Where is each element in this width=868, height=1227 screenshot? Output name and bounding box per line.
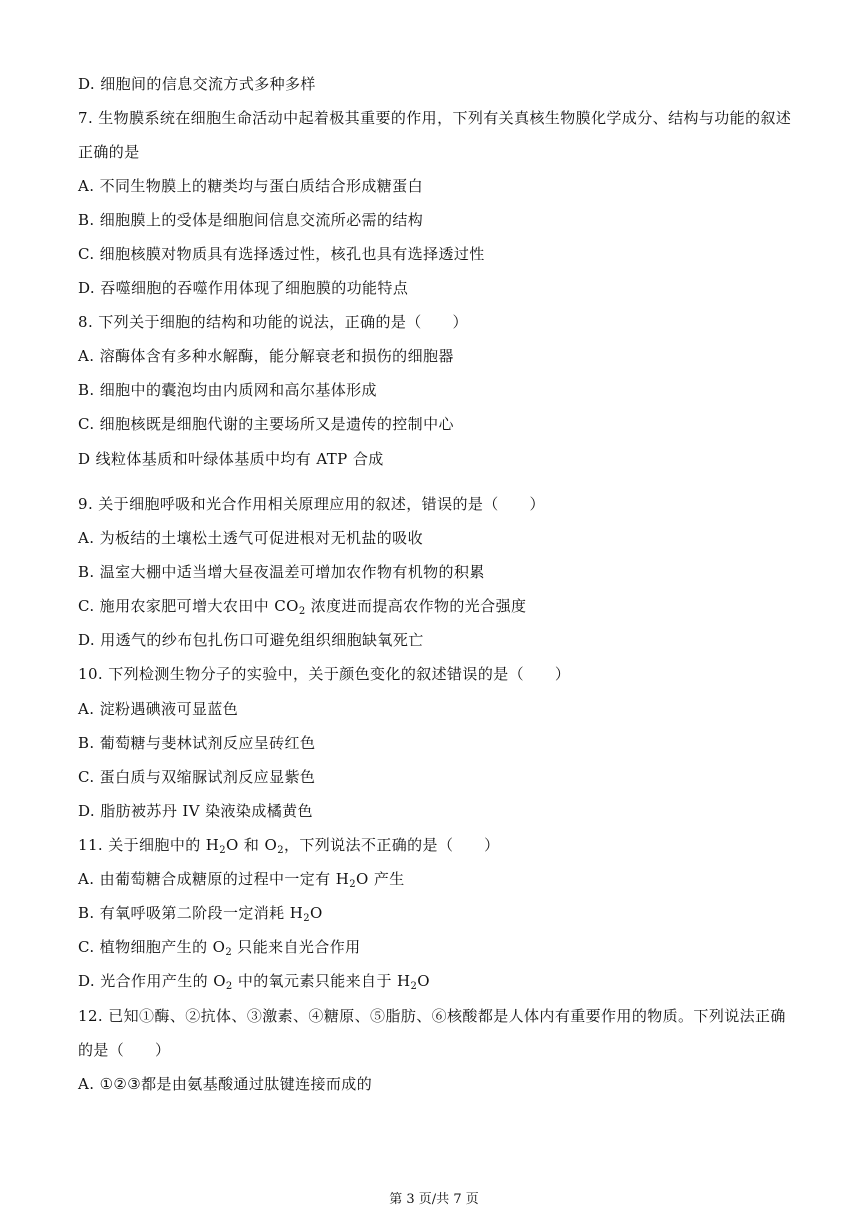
q7-option-c: C. 细胞核膜对物质具有选择透过性，核孔也具有选择透过性 <box>78 245 485 263</box>
q10-option-a: A. 淀粉遇碘液可显蓝色 <box>78 700 239 718</box>
q8-option-c: C. 细胞核既是细胞代谢的主要场所又是遗传的控制中心 <box>78 415 454 433</box>
q10-option-b: B. 葡萄糖与斐林试剂反应呈砖红色 <box>78 734 316 752</box>
q7-option-b: B. 细胞膜上的受体是细胞间信息交流所必需的结构 <box>78 211 424 229</box>
q7-option-a: A. 不同生物膜上的糖类均与蛋白质结合形成糖蛋白 <box>78 177 423 195</box>
q12-stem-line1: 12. 已知①酶、②抗体、③激素、④糖原、⑤脂肪、⑥核酸都是人体内有重要作用的物质。下列说法正确 <box>78 1007 786 1025</box>
q11-stem: 11. 关于细胞中的 $H_2O$ 和 $O_2$，下列说法不正确的是（ ） <box>78 836 500 856</box>
q10-option-c: C. 蛋白质与双缩脲试剂反应显紫色 <box>78 768 316 786</box>
q9-option-c: C. 施用农家肥可增大农田中 $CO_2$ 浓度进而提高农作物的光合强度 <box>78 597 527 617</box>
q10-option-d: D. 脂肪被苏丹 IV 染液染成橘黄色 <box>78 802 313 820</box>
q11-option-d: D. 光合作用产生的 $O_2$ 中的氧元素只能来自于 $H_2O$ <box>78 972 430 992</box>
q9-stem: 9. 关于细胞呼吸和光合作用相关原理应用的叙述，错误的是（ ） <box>78 495 545 513</box>
q8-option-b: B. 细胞中的囊泡均由内质网和高尔基体形成 <box>78 381 377 399</box>
q11-option-c: C. 植物细胞产生的 $O_2$ 只能来自光合作用 <box>78 938 361 958</box>
q7-option-d: D. 吞噬细胞的吞噬作用体现了细胞膜的功能特点 <box>78 279 409 297</box>
q8-stem: 8. 下列关于细胞的结构和功能的说法，正确的是（ ） <box>78 313 468 331</box>
q12-stem-line2: 的是（ ） <box>78 1041 171 1059</box>
q9-option-d: D. 用透气的纱布包扎伤口可避免组织细胞缺氧死亡 <box>78 631 424 649</box>
q6-option-d: D. 细胞间的信息交流方式多种多样 <box>78 75 316 93</box>
page-footer: 第 3 页/共 7 页 <box>389 1192 479 1207</box>
q9-option-b: B. 温室大棚中适当增大昼夜温差可增加农作物有机物的积累 <box>78 563 485 581</box>
q11-option-a: A. 由葡萄糖合成糖原的过程中一定有 $H_2O$ 产生 <box>78 870 405 890</box>
q7-stem-line1: 7. 生物膜系统在细胞生命活动中起着极其重要的作用，下列有关真核生物膜化学成分、结构与功能的叙述 <box>78 109 792 127</box>
q8-option-a: A. 溶酶体含有多种水解酶，能分解衰老和损伤的细胞器 <box>78 347 454 365</box>
q10-stem: 10. 下列检测生物分子的实验中，关于颜色变化的叙述错误的是（ ） <box>78 665 571 683</box>
q9-option-a: A. 为板结的土壤松土透气可促进根对无机盐的吸收 <box>78 529 423 547</box>
q7-stem-line2: 正确的是 <box>78 143 140 161</box>
q12-option-a: A. ①②③都是由氨基酸通过肽键连接而成的 <box>78 1075 373 1093</box>
q11-option-b: B. 有氧呼吸第二阶段一定消耗 $H_2O$ <box>78 904 323 924</box>
q8-option-d: D 线粒体基质和叶绿体基质中均有 ATP 合成 <box>78 450 384 468</box>
